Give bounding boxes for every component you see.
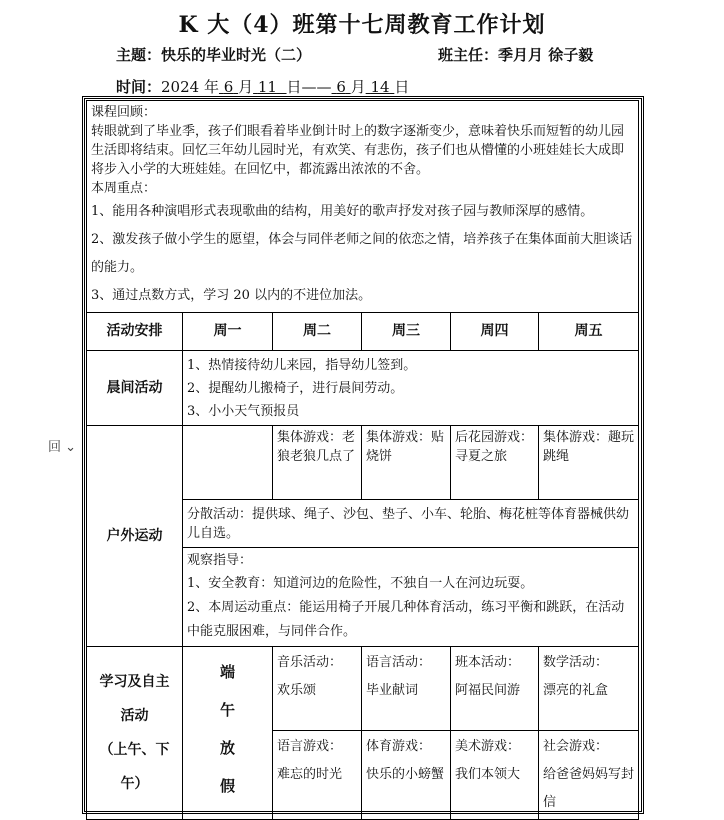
study-label-line-1: 学习及自主 xyxy=(99,674,170,690)
study-label-line-3: （上午、下午） xyxy=(99,742,170,792)
header-tue: 周二 xyxy=(273,313,362,351)
header-mon: 周一 xyxy=(183,313,273,351)
outdoor-game-wed: 集体游戏：贴烧饼 xyxy=(362,426,451,500)
focus-label: 本周重点： xyxy=(91,181,157,196)
time-end: 日 xyxy=(394,78,410,96)
review-text: 转眼就到了毕业季，孩子们眼看着毕业倒计时上的数字逐渐变少，意味着快乐而短暂的幼儿园生活即将结束。回忆三年幼儿园时光，有欢笑、有悲伤，孩子们也从懵懂的小班娃娃长大成即将步入小学的大班娃娃。在回忆中，都流露出浓浓的不舍。 xyxy=(91,124,625,177)
time-line xyxy=(116,76,409,97)
morning-content xyxy=(183,351,639,426)
outdoor-observation xyxy=(183,548,639,647)
time-year: 2024 年 xyxy=(161,78,219,96)
teacher-label: 班主任：季月月 徐子毅 xyxy=(438,46,594,64)
time-month-unit-2: 月 xyxy=(350,78,366,96)
theme-label: 主题：快乐的毕业时光（二） xyxy=(116,46,312,64)
morning-label: 晨间活动 xyxy=(87,351,183,426)
study-tue-am: 音乐活动： 欢乐颂 xyxy=(273,647,362,731)
outdoor-scatter: 分散活动：提供球、绳子、沙包、垫子、小车、轮胎、梅花桩等体育器械供幼儿自选。 xyxy=(183,500,639,548)
header-thu: 周四 xyxy=(451,313,539,351)
time-day-end: 14 xyxy=(370,78,390,96)
outdoor-game-tue: 集体游戏：老狼老狼几点了 xyxy=(273,426,362,500)
study-thu-am: 班本活动： 阿福民间游 xyxy=(451,647,539,731)
focus-item-1: 1、能用各种演唱形式表现歌曲的结构，用美好的歌声抒发对孩子园与教师深厚的感情。 xyxy=(91,204,594,219)
header-wed: 周三 xyxy=(362,313,451,351)
outdoor-game-fri: 集体游戏：趣玩跳绳 xyxy=(539,426,639,500)
header-fri: 周五 xyxy=(539,313,639,351)
time-month-start: 6 xyxy=(223,78,234,96)
morning-item-3: 3、小小天气预报员 xyxy=(187,404,300,419)
obs-label: 观察指导： xyxy=(187,553,253,568)
paragraph-marker-icon[interactable]: 回 ⌄ xyxy=(48,440,77,455)
time-month-unit: 月 xyxy=(238,78,254,96)
time-month-end: 6 xyxy=(336,78,346,96)
intro-cell xyxy=(87,101,639,313)
study-tue-pm: 语言游戏： 难忘的时光 xyxy=(273,731,362,820)
study-wed-pm: 体育游戏： 快乐的小螃蟹 xyxy=(362,731,451,820)
holiday-cell: 端 午 放 假 xyxy=(183,647,273,820)
study-wed-am: 语言活动： 毕业献词 xyxy=(362,647,451,731)
morning-item-1: 1、热情接待幼儿来园，指导幼儿签到。 xyxy=(187,358,417,373)
obs-item-2: 2、本周运动重点：能运用椅子开展几种体育活动，练习平衡和跳跃，在活动中能克服困难，与同伴合作。 xyxy=(187,600,625,639)
study-label xyxy=(87,647,183,820)
plan-table xyxy=(86,100,639,820)
study-fri-pm: 社会游戏： 给爸爸妈妈写封信 xyxy=(539,731,639,820)
outdoor-label: 户外运动 xyxy=(87,426,183,647)
time-day-start: 11 xyxy=(257,78,277,96)
review-label: 课程回顾： xyxy=(91,105,157,120)
outdoor-game-thu: 后花园游戏：寻夏之旅 xyxy=(451,426,539,500)
study-label-line-2: 活动 xyxy=(120,708,149,724)
page-title: K 大（4）班第十七周教育工作计划 xyxy=(178,12,546,38)
study-fri-am: 数学活动： 漂亮的礼盒 xyxy=(539,647,639,731)
time-separator: 日—— xyxy=(286,78,332,96)
study-thu-pm: 美术游戏： 我们本领大 xyxy=(451,731,539,820)
outdoor-mon-empty xyxy=(183,426,273,500)
focus-item-2: 2、激发孩子做小学生的愿望，体会与同伴老师之间的依恋之情，培养孩子在集体面前大胆谈话的能力。 xyxy=(91,232,633,275)
morning-item-2: 2、提醒幼儿搬椅子，进行晨间劳动。 xyxy=(187,381,404,396)
obs-item-1: 1、安全教育：知道河边的危险性，不独自一人在河边玩耍。 xyxy=(187,576,534,591)
focus-item-3: 3、通过点数方式，学习 20 以内的不进位加法。 xyxy=(91,288,372,303)
time-label: 时间： xyxy=(116,78,162,96)
header-activity: 活动安排 xyxy=(87,313,183,351)
